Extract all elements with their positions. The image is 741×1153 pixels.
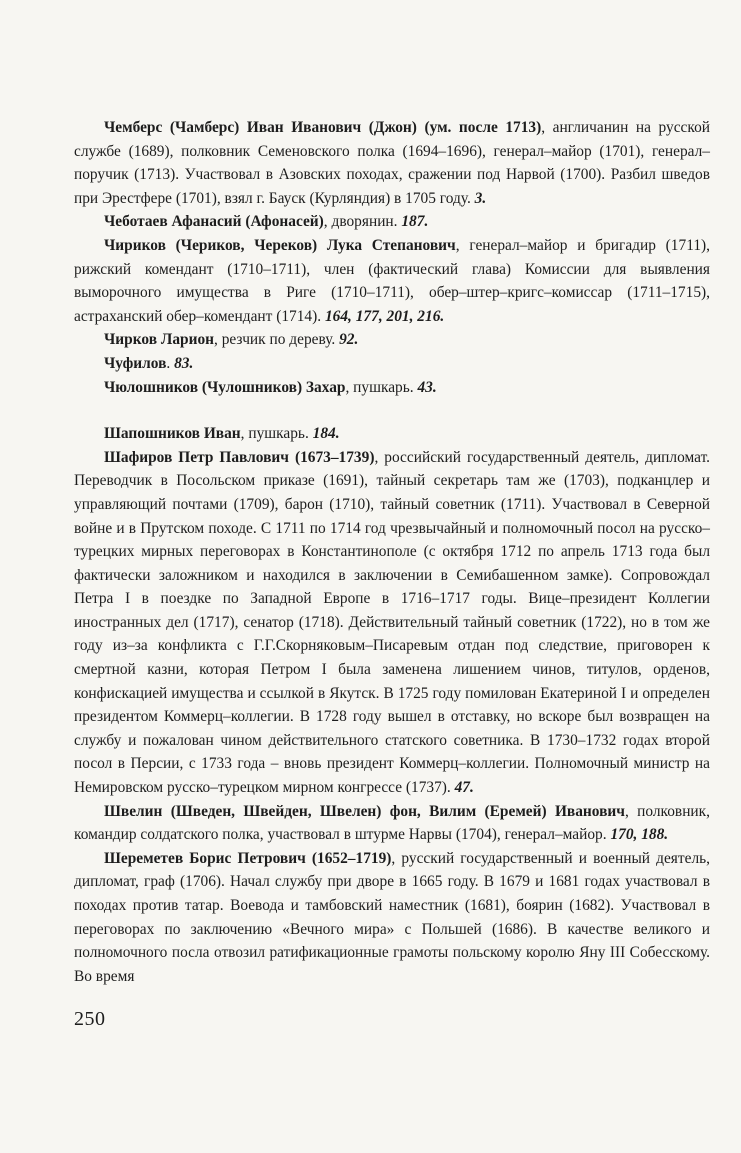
index-entry bbox=[74, 847, 710, 989]
index-entry bbox=[74, 116, 710, 210]
entry-name: Шафиров Петр Павлович (1673–1739) bbox=[104, 448, 375, 466]
index-entry bbox=[74, 376, 710, 400]
entry-name: Чемберс (Чамберс) Иван Иванович (Джон) (ум. после 1713) bbox=[104, 119, 542, 136]
index-entry bbox=[74, 328, 710, 352]
entry-text: , российский государственный деятель, дипломат. Переводчик в Посольском приказе (1691), тайный секретарь там же (1703), подканцлер и управляющий почтами (1709), барон (1710), тайный советник (1711). Участвовал в Северной войне и в Прутском походе. С 1711 по 1714 год чрезвычайный и полномочный посол на русско–турецких мирных переговорах в Константинополе (с октября 1712 по апрель 1713 года был фактически заложником и находился в заключении в Семибашенном замке). Сопровождал Петра I в поездке по Западной Европе в 1716–1717 годы. Вице–президент Коллегии иностранных дел (1717), сенатор (1718). Действительный тайный советник (1722), но в том же году из–за конфликта с Г.Г.Скорняковым–Писаревым отдан под следствие, приговорен к смертной казни, которая Петром I была заменена лишением чинов, титулов, орденов, конфискацией имущества и ссылкой в Якутск. В 1725 году помилован Екатериной I и определен президентом Коммерц–коллегии. В 1728 году вышел в отставку, но вскоре был возвращен на службу и пожалован чином действительного статского советника. В 1730–1732 годах второй посол в Персии, с 1733 года – вновь президент Коммерц–коллегии. Полномочный министр на Немировском русско–турецком мирном конгрессе (1737). bbox=[74, 448, 710, 797]
entry-refs: 187. bbox=[401, 213, 429, 231]
entry-refs: 170, 188. bbox=[610, 826, 669, 844]
section-gap bbox=[74, 399, 710, 422]
entry-refs: 164, 177, 201, 216. bbox=[324, 307, 445, 325]
entry-name: Швелин (Шведен, Швейден, Швелен) фон, Вилим (Еремей) Иванович bbox=[104, 802, 625, 820]
entry-text: , дворянин. bbox=[323, 213, 402, 231]
entry-name: Чюлошников (Чулошников) Захар bbox=[104, 378, 346, 396]
entry-refs: 92. bbox=[339, 331, 359, 349]
entry-name: Чуфилов bbox=[104, 354, 167, 372]
entry-text: , пушкарь. bbox=[240, 425, 313, 443]
index-entry bbox=[74, 352, 710, 376]
index-column bbox=[74, 116, 710, 988]
index-entry bbox=[74, 210, 710, 234]
index-entry bbox=[74, 234, 710, 328]
entry-name: Шереметев Борис Петрович (1652–1719) bbox=[104, 849, 392, 867]
entry-text: , полковник, командир солдатского полка, участвовал в штурме Нарвы (1704), генерал–майор. bbox=[74, 802, 710, 844]
index-entry bbox=[74, 446, 710, 800]
entry-text: . bbox=[166, 354, 175, 372]
entry-refs: 43. bbox=[417, 378, 437, 396]
entry-name: Чирков Ларион bbox=[104, 331, 215, 349]
entry-refs: 3. bbox=[474, 189, 487, 207]
entry-text: , генерал–майор и бригадир (1711), рижский комендант (1710–1711), член (фактический глава) Комиссии для выявления выморочного имущества в Риге (1710–1711), обер–штер–кригс–комиссар (1711–1715), астраханский обер–комендант (1714). bbox=[74, 236, 710, 325]
entry-text: , русский государственный и военный деятель, дипломат, граф (1706). Начал службу при дворе в 1665 году. В 1679 и 1681 годах участвовал в походах против татар. Воевода и тамбовский наместник (1681), боярин (1682). Участвовал в переговорах по заключению «Вечного мира» с Польшей (1686). В качестве великого и полномочного посла отвозил ратификационные грамоты польскому королю Яну III Собесскому. Во время bbox=[74, 849, 710, 985]
entry-text: , резчик по дереву. bbox=[214, 331, 340, 349]
entry-name: Чириков (Чериков, Череков) Лука Степанович bbox=[104, 236, 456, 254]
page-number: 250 bbox=[74, 1008, 106, 1030]
entry-text: , англичанин на русской службе (1689), полковник Семеновского полка (1694–1696), генерал–майор (1701), генерал–поручик (1713). Участвовал в Азовских походах, сражении под Нарвой (1700). Разбил шведов при Эрестфере (1701), взял г. Бауск (Курляндия) в 1705 году. bbox=[74, 119, 711, 207]
index-entry bbox=[74, 800, 710, 847]
entry-refs: 83. bbox=[174, 354, 194, 372]
entry-name: Шапошников Иван bbox=[104, 425, 241, 443]
entry-refs: 184. bbox=[312, 425, 340, 443]
entry-text: , пушкарь. bbox=[345, 378, 418, 396]
entry-name: Чеботаев Афанасий (Афонасей) bbox=[104, 213, 324, 231]
index-entry bbox=[74, 422, 710, 446]
entry-refs: 47. bbox=[454, 779, 474, 797]
